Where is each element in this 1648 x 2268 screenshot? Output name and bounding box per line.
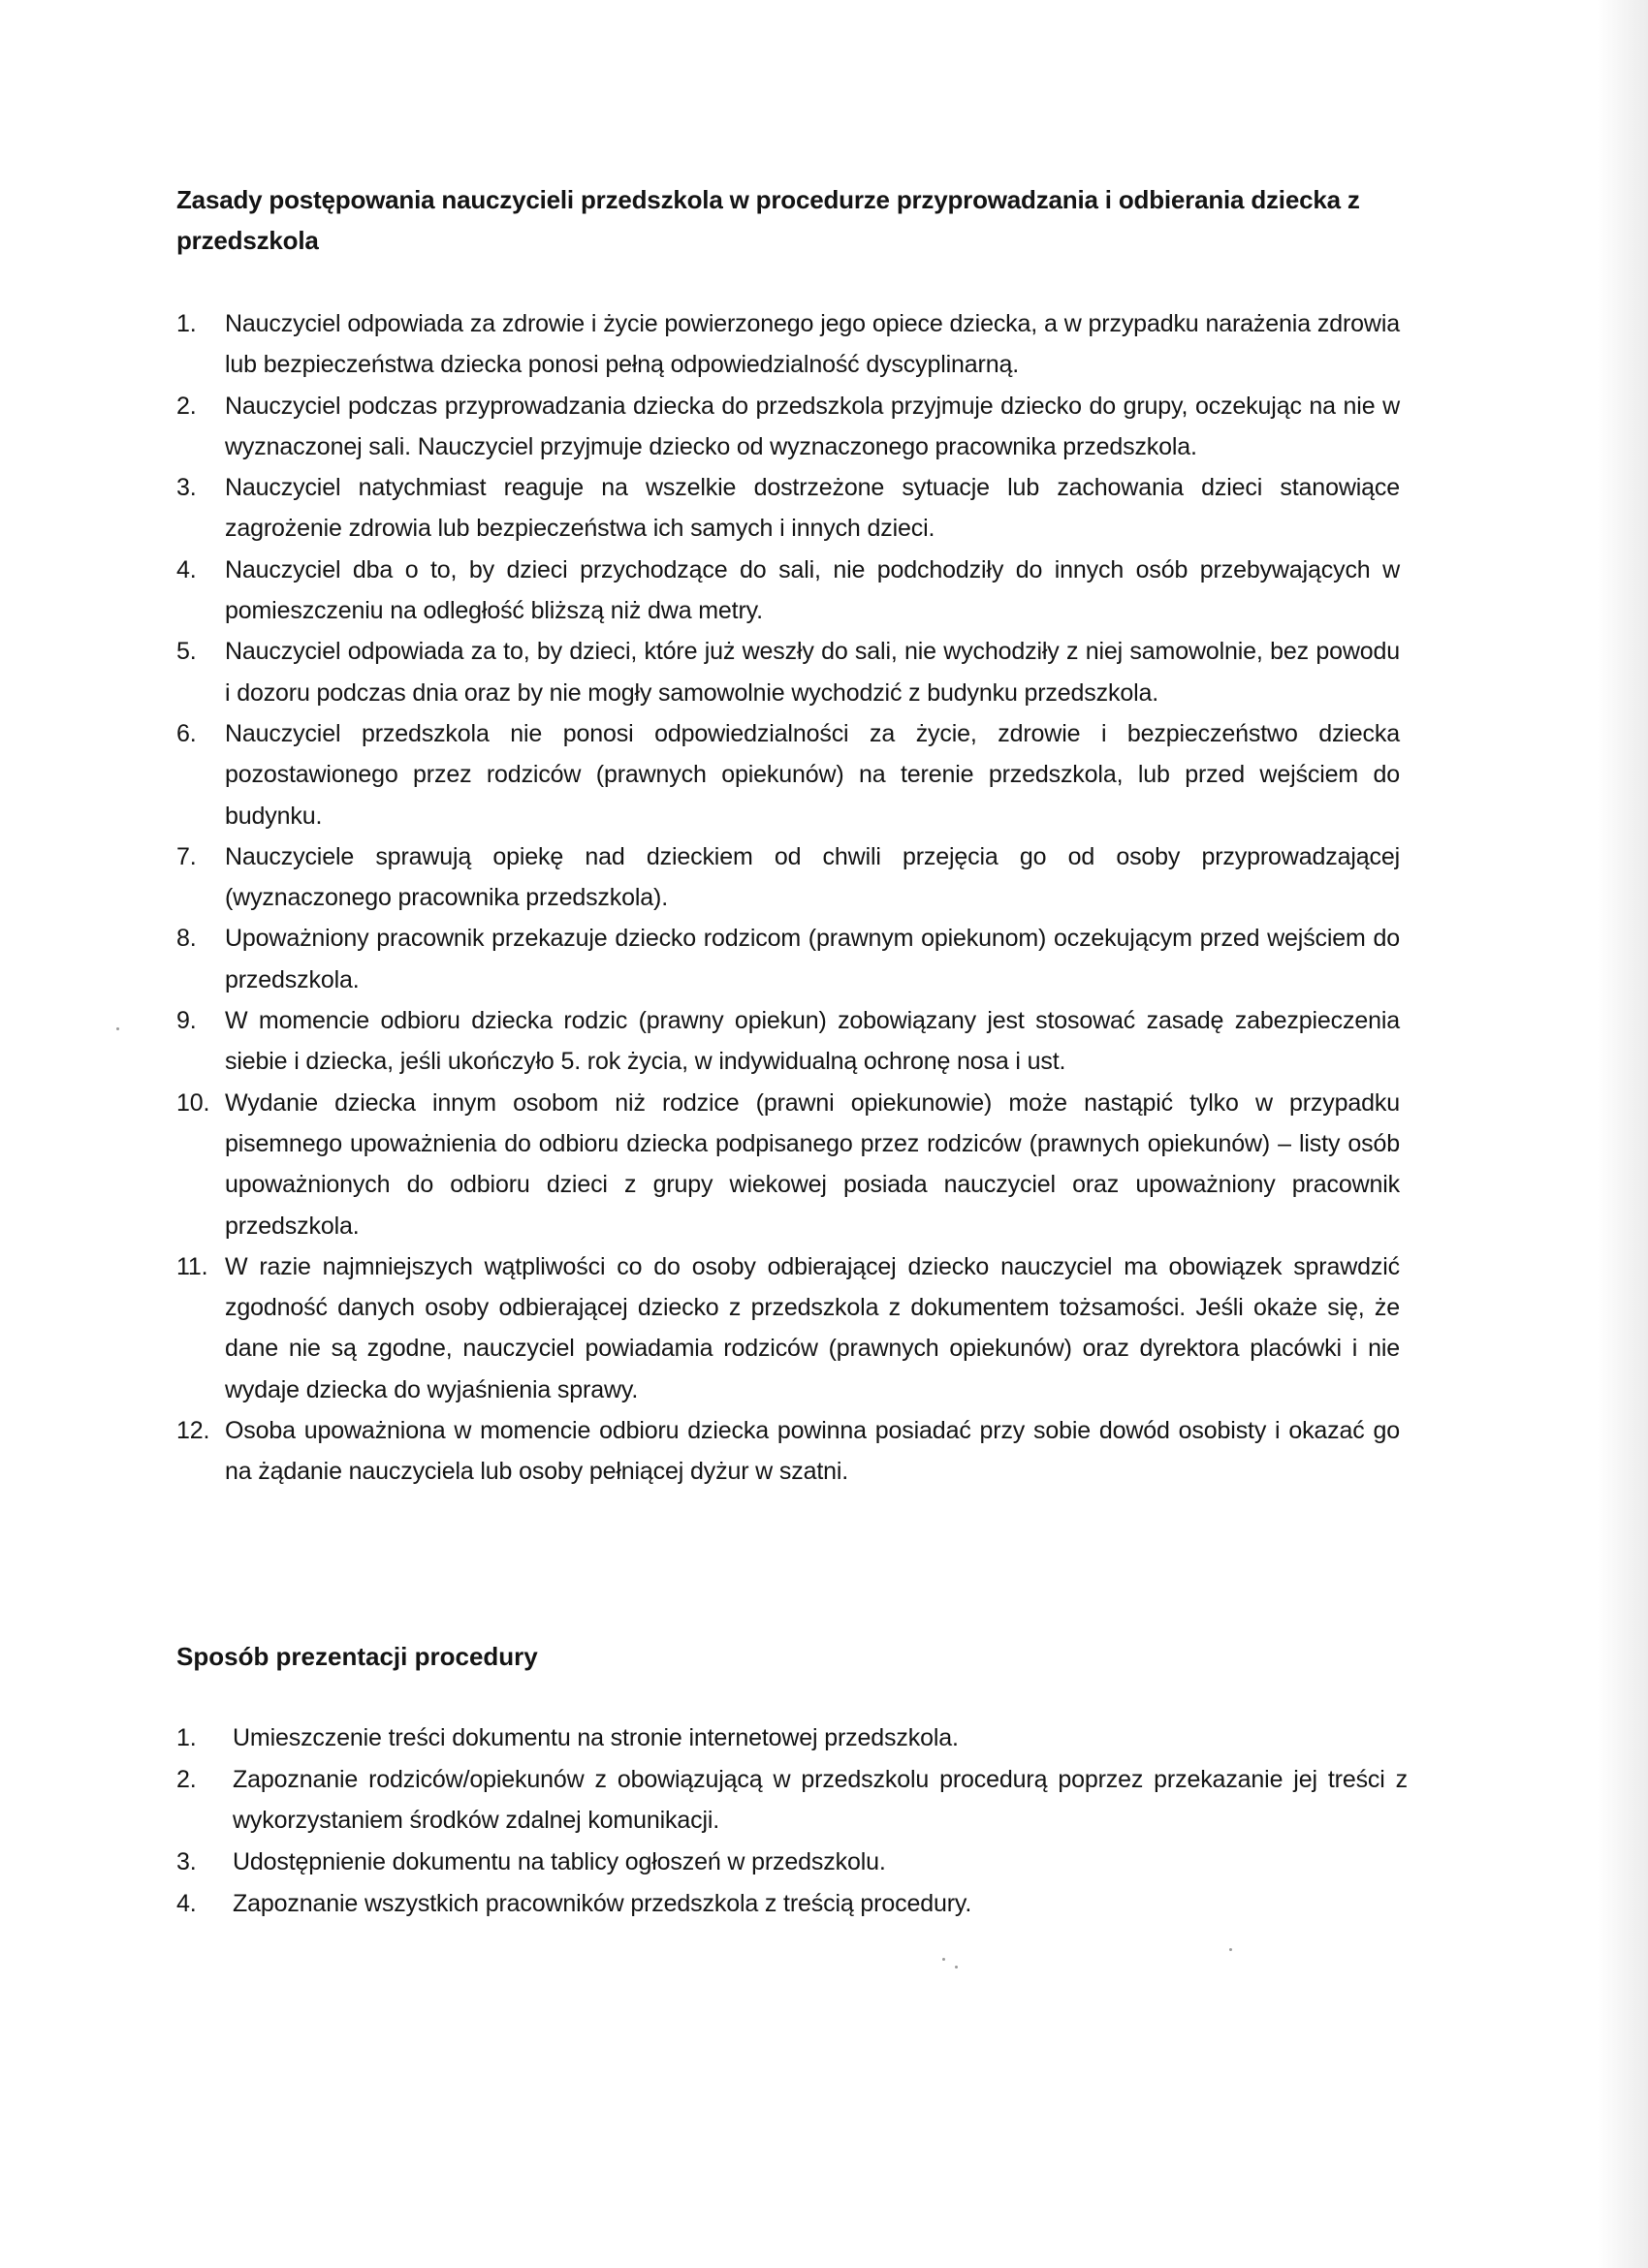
presentation-item [176,1883,1408,1925]
scan-edge-shadow [1598,0,1648,2268]
scan-speck [116,1027,119,1030]
rule-number: 10. [176,1088,210,1117]
presentation-text: Zapoznanie rodziców/opiekunów z obowiązującą w przedszkolu procedurą poprzez przekazanie jej treści z wykorzystaniem środków zdalnej komunikacji. [233,1765,1408,1835]
rule-text: Nauczyciel odpowiada za to, by dzieci, które już weszły do sali, nie wychodziły z niej samowolnie, bez powodu i dozoru podczas dnia oraz by nie mogły samowolnie wychodzić z budynku przedszkola. [225,638,1400,707]
presentation-text: Umieszczenie treści dokumentu na stronie internetowej przedszkola. [233,1724,959,1751]
presentation-number: 2. [176,1765,197,1793]
rules-list [176,303,1400,1493]
rule-item [176,467,1400,550]
rule-item [176,836,1400,919]
rule-text: Wydanie dziecka innym osobom niż rodzice (prawni opiekunowie) może nastąpić tylko w przypadku pisemnego upoważnienia do odbioru dziecka podpisanego przez rodziców (prawnych opiekunów) – listy osób upoważnionych do odbioru dzieci z grupy wiekowej posiada nauczyciel oraz upoważniony pracownik przedszkola. [225,1088,1400,1240]
rule-item [176,631,1400,713]
presentation-number: 3. [176,1848,197,1876]
rule-number: 9. [176,1007,197,1035]
rule-number: 2. [176,392,197,420]
rule-text: Nauczyciel natychmiast reaguje na wszelkie dostrzeżone sytuacje lub zachowania dzieci stanowiące zagrożenie zdrowia lub bezpieczeństwa ich samych i innych dzieci. [225,474,1400,543]
rule-item [176,1000,1400,1083]
presentation-text: Zapoznanie wszystkich pracowników przedszkola z treścią procedury. [233,1889,972,1917]
rule-item [176,713,1400,836]
rule-text: Nauczyciel przedszkola nie ponosi odpowiedzialności za życie, zdrowie i bezpieczeństwo dziecka pozostawionego przez rodziców (prawnych opiekunów) na terenie przedszkola, lub przed wejściem do budynku. [225,719,1400,830]
presentation-text: Udostępnienie dokumentu na tablicy ogłoszeń w przedszkolu. [233,1848,886,1876]
document-title: Zasady postępowania nauczycieli przedszkola w procedurze przyprowadzania i odbierania dziecka z przedszkola [176,185,1360,255]
rule-number: 7. [176,842,197,870]
rule-text: Nauczyciel dba o to, by dzieci przychodzące do sali, nie podchodziły do innych osób przebywających w pomieszczeniu na odległość bliższą niż dwa metry. [225,555,1400,625]
rule-number: 4. [176,555,197,583]
rule-item [176,918,1400,1000]
rule-text: Nauczyciel podczas przyprowadzania dziecka do przedszkola przyjmuje dziecko do grupy, oczekując na nie w wyznaczonej sali. Nauczyciel przyjmuje dziecko od wyznaczonego pracownika przedszkola. [225,392,1400,460]
rule-number: 8. [176,925,197,953]
rule-text: W momencie odbioru dziecka rodzic (prawny opiekun) zobowiązany jest stosować zasadę zabezpieczenia siebie i dziecka, jeśli ukończyło 5. rok życia, w indywidualną ochronę nosa i ust. [225,1007,1400,1076]
rule-text: Nauczyciele sprawują opiekę nad dzieckiem od chwili przejęcia go od osoby przyprowadzającej (wyznaczonego pracownika przedszkola). [225,842,1400,912]
rule-item [176,303,1400,386]
rule-number: 12. [176,1417,210,1445]
rule-item [176,550,1400,632]
scan-speck [955,1966,958,1969]
presentation-heading: Sposób prezentacji procedury [176,1642,538,1671]
presentation-list [176,1717,1408,1925]
scan-speck [1229,1948,1232,1951]
rule-number: 6. [176,719,197,747]
rule-item [176,1083,1400,1246]
rule-number: 3. [176,474,197,502]
rule-number: 1. [176,310,197,337]
rule-text: Nauczyciel odpowiada za zdrowie i życie powierzonego jego opiece dziecka, a w przypadku narażenia zdrowia lub bezpieczeństwa dziecka ponosi pełną odpowiedzialność dyscyplinarną. [225,310,1400,379]
presentation-item [176,1842,1408,1883]
rule-text: Osoba upoważniona w momencie odbioru dziecka powinna posiadać przy sobie dowód osobisty i okazać go na żądanie nauczyciela lub osoby pełniącej dyżur w szatni. [225,1417,1400,1486]
rule-text: Upoważniony pracownik przekazuje dziecko rodzicom (prawnym opiekunom) oczekującym przed wejściem do przedszkola. [225,925,1400,993]
rule-item [176,386,1400,468]
rule-number: 5. [176,638,197,666]
rule-number: 11. [176,1252,208,1280]
presentation-item [176,1759,1408,1842]
presentation-number: 4. [176,1889,197,1917]
rule-item [176,1246,1400,1410]
rule-text: W razie najmniejszych wątpliwości co do osoby odbierającej dziecko nauczyciel ma obowiązek sprawdzić zgodność danych osoby odbierającej dziecko z przedszkola z dokumentem tożsamości. Jeśli okaże się, że dane nie są zgodne, nauczyciel powiadamia rodziców (prawnych opiekunów) oraz dyrektora placówki i nie wydaje dziecka do wyjaśnienia sprawy. [225,1252,1400,1403]
presentation-number: 1. [176,1724,197,1751]
rule-item [176,1410,1400,1493]
presentation-item [176,1717,1408,1759]
scan-speck [942,1958,945,1961]
